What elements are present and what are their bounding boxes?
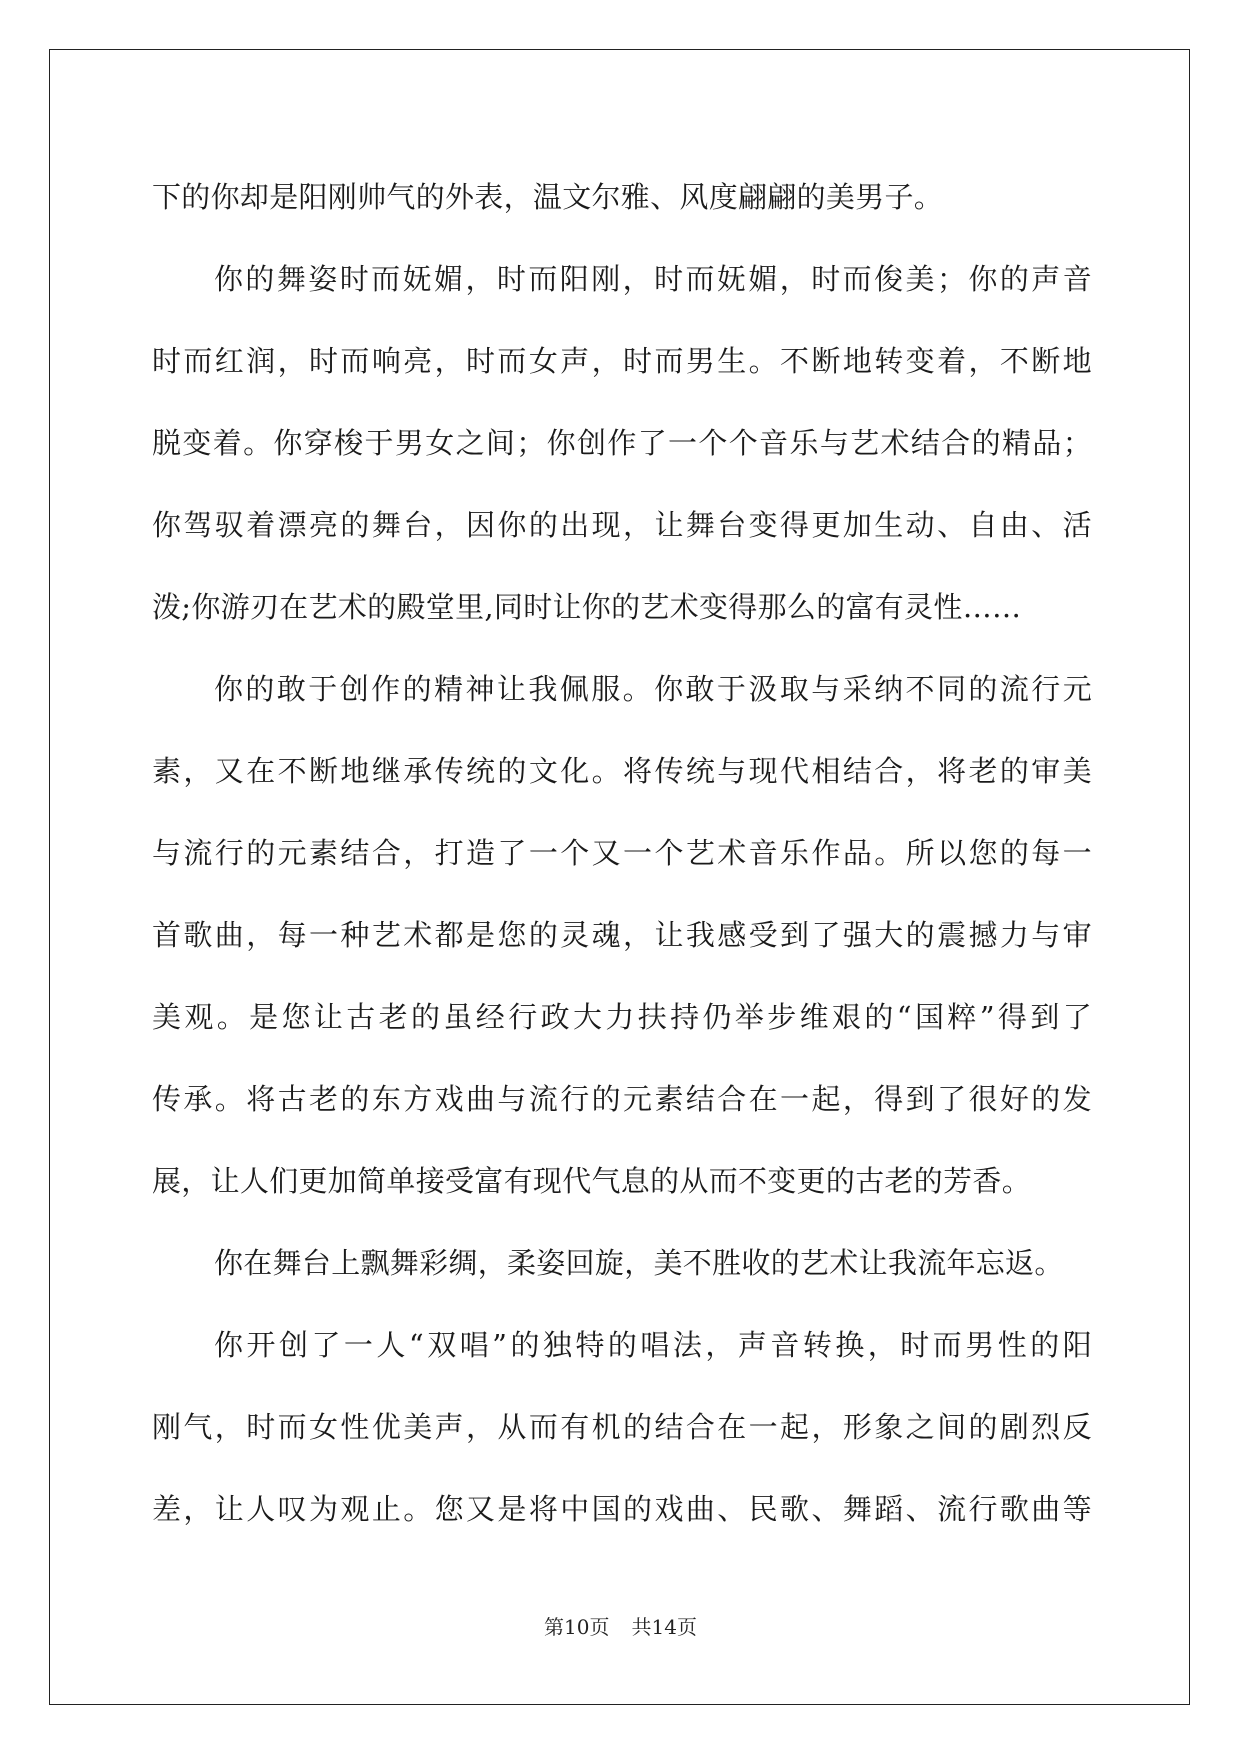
- text-line: 泼;你游刃在艺术的殿堂里,同时让你的艺术变得那么的富有灵性……: [152, 590, 1022, 624]
- text-line: 你驾驭着漂亮的舞台，因你的出现，让舞台变得更加生动、自由、活: [152, 508, 1092, 542]
- text-line: 美观。是您让古老的虽经行政大力扶持仍举步维艰的“国粹”得到了: [152, 1000, 1092, 1034]
- text-line: 展，让人们更加简单接受富有现代气息的从而不变更的古老的芳香。: [152, 1164, 1032, 1198]
- text-line: 你在舞台上飘舞彩绸，柔姿回旋，美不胜收的艺术让我流年忘返。: [214, 1246, 1064, 1280]
- text-line: 下的你却是阳刚帅气的外表，温文尔雅、风度翩翩的美男子。: [152, 180, 944, 214]
- text-line: 你的舞姿时而妩媚，时而阳刚，时而妩媚，时而俊美；你的声音: [214, 262, 1092, 296]
- text-line: 时而红润，时而响亮，时而女声，时而男生。不断地转变着，不断地: [152, 344, 1092, 378]
- text-line: 脱变着。你穿梭于男女之间；你创作了一个个音乐与艺术结合的精品；: [152, 426, 1092, 460]
- body-text: [152, 156, 1092, 1550]
- text-line: 传承。将古老的东方戏曲与流行的元素结合在一起，得到了很好的发: [152, 1082, 1092, 1116]
- text-line: 与流行的元素结合，打造了一个又一个艺术音乐作品。所以您的每一: [152, 836, 1092, 870]
- total-pages: 共14页: [631, 1615, 697, 1639]
- text-line: 你的敢于创作的精神让我佩服。你敢于汲取与采纳不同的流行元: [214, 672, 1092, 706]
- page-footer: [0, 1611, 1241, 1640]
- text-line: 你开创了一人“双唱”的独特的唱法，声音转换，时而男性的阳: [214, 1328, 1092, 1362]
- text-line: 首歌曲，每一种艺术都是您的灵魂，让我感受到了强大的震撼力与审: [152, 918, 1092, 952]
- text-line: 刚气，时而女性优美声，从而有机的结合在一起，形象之间的剧烈反: [152, 1410, 1092, 1444]
- current-page-number: 第10页: [544, 1615, 610, 1639]
- text-line: 素，又在不断地继承传统的文化。将传统与现代相结合，将老的审美: [152, 754, 1092, 788]
- text-line: 差，让人叹为观止。您又是将中国的戏曲、民歌、舞蹈、流行歌曲等: [152, 1492, 1092, 1526]
